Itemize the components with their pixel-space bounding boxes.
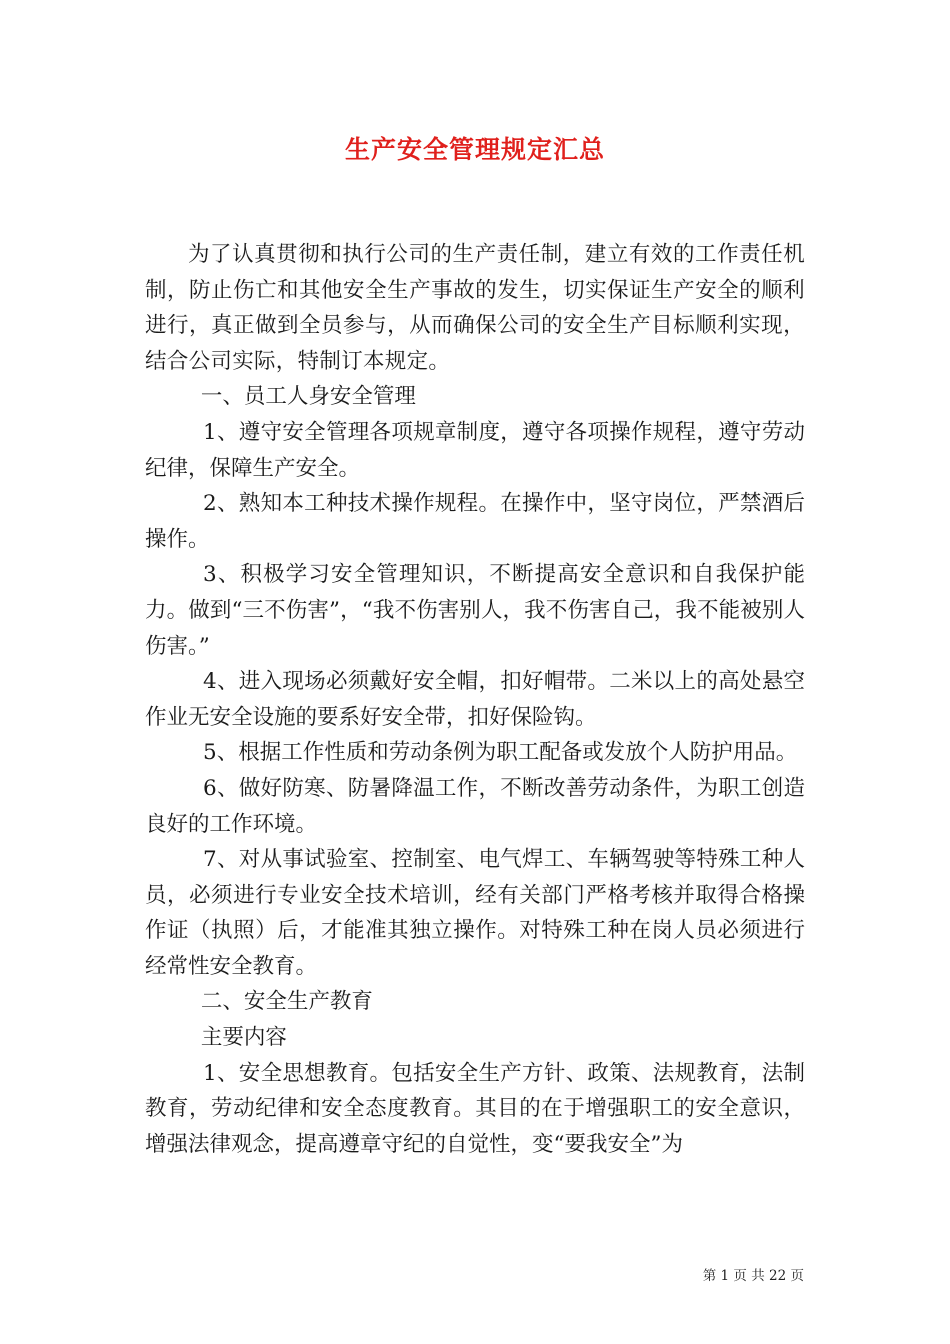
intro-paragraph: 为了认真贯彻和执行公司的生产责任制，建立有效的工作责任机制，防止伤亡和其他安全生产事故的发生，切实保证生产安全的顺利进行，真正做到全员参与，从而确保公司的安全生产目标顺利实现，结合公司实际，特制订本规定。 [145,242,805,374]
page-title: 生产安全管理规定汇总 [344,135,605,164]
list-item: 5、根据工作性质和劳动条例为职工配备或发放个人防护用品。 [203,740,798,766]
list-item: 1、遵守安全管理各项规章制度，遵守各项操作规程，遵守劳动纪律，保障生产安全。 [145,419,805,481]
section-heading-2: 二、安全生产教育 [200,989,373,1015]
section-heading-1: 一、员工人身安全管理 [200,384,416,410]
list-item: 4、进入现场必须戴好安全帽，扣好帽带。二米以上的高处悬空作业无安全设施的要系好安全带，扣好保险钩。 [145,669,805,730]
list-item: 3、积极学习安全管理知识，不断提高安全意识和自我保护能力。做到“三不伤害”，“我不伤害别人，我不伤害自己，我不能被别人伤害。” [145,562,805,659]
list-item: 6、做好防寒、防暑降温工作，不断改善劳动条件，为职工创造良好的工作环境。 [145,775,805,837]
document-body [145,237,805,1162]
list-item: 7、对从事试验室、控制室、电气焊工、车辆驾驶等特殊工种人员，必须进行专业安全技术培训，经有关部门严格考核并取得合格操作证（执照）后，才能准其独立操作。对特殊工种在岗人员必须进行经常性安全教育。 [145,847,805,979]
list-item: 2、熟知本工种技术操作规程。在操作中，坚守岗位，严禁酒后操作。 [145,491,805,552]
page-footer: 第 1 页 共 22 页 [702,1268,804,1284]
list-item: 1、安全思想教育。包括安全生产方针、政策、法规教育，法制教育，劳动纪律和安全态度教育。其目的在于增强职工的安全意识，增强法律观念，提高遵章守纪的自觉性，变“要我安全”为 [145,1060,805,1157]
subheading: 主要内容 [200,1025,287,1051]
